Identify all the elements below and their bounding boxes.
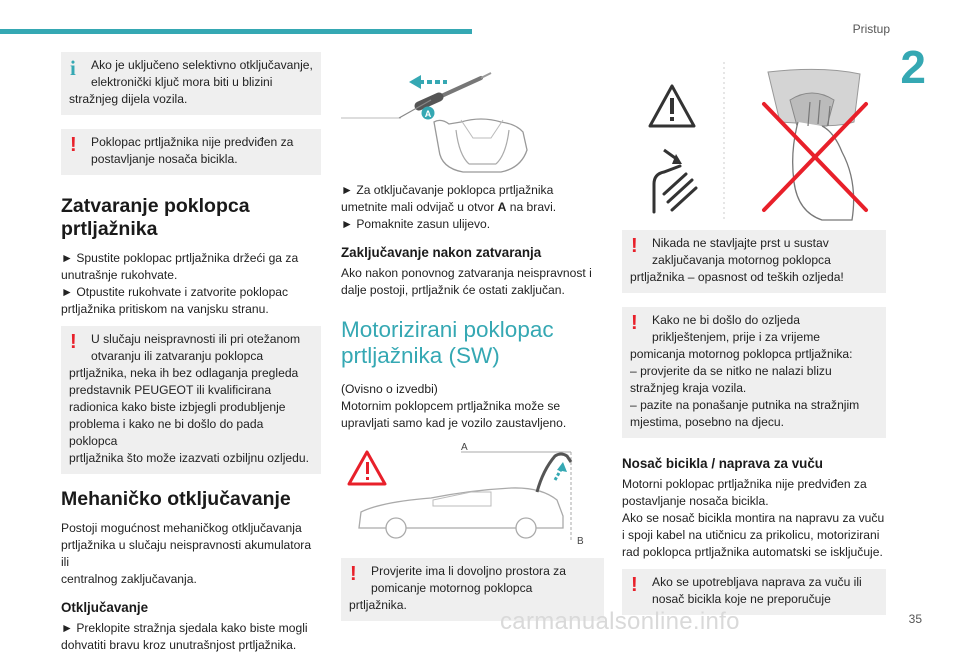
- note-line: Ako se upotrebljava naprava za vuču ili: [652, 575, 862, 589]
- text-line: ► Pomaknite zasun ulijevo.: [341, 217, 491, 231]
- note-line: prtljažnika.: [349, 598, 407, 612]
- warning-note: [61, 326, 321, 474]
- text-line: ► Spustite poklopac prtljažnika držeći ga za: [61, 251, 299, 265]
- column-2: [341, 60, 604, 633]
- lock-release-illustration: [341, 60, 604, 178]
- note-line: Provjerite ima li dovoljno prostora za: [371, 564, 566, 578]
- note-line: prtljažnika što može izazvati ozbiljnu ozljedu.: [69, 451, 309, 465]
- lock-after-close-text: [341, 265, 604, 299]
- text-line: rad poklopca prtljažnika automatski se isključuje.: [622, 545, 883, 559]
- close-instructions: [61, 250, 321, 318]
- note-line: U slučaju neispravnosti ili pri otežanom: [91, 332, 301, 346]
- unlock-steps: [341, 182, 604, 233]
- warning-icon: !: [631, 574, 638, 596]
- text-fragment: na bravi.: [509, 200, 557, 214]
- bike-rack-text: [622, 476, 886, 561]
- heading-lock-after-close: Zaključavanje nakon zatvaranja: [341, 245, 542, 260]
- text-line: centralnog zaključavanja.: [61, 572, 197, 586]
- text-line: unutrašnje rukohvate.: [61, 268, 178, 282]
- header-accent-rule: [0, 29, 472, 34]
- note-line: Nikada ne stavljajte prst u sustav: [652, 236, 829, 250]
- text-line: Ako nakon ponovnog zatvaranja neispravnost i: [341, 266, 592, 280]
- text-line: postavljanje nosača bicikla.: [622, 494, 769, 508]
- heading-mechanical-unlock: Mehaničko otključavanje: [61, 488, 291, 510]
- note-line: postavljanje nosača bicikla.: [91, 152, 238, 166]
- note-line: problema i kako ne bi došlo do pada poklopca: [69, 417, 264, 448]
- text-fragment: umetnite mali odvijač u otvor: [341, 200, 495, 214]
- text-line: prtljažnika u slučaju neispravnosti akumulatora ili: [61, 538, 312, 569]
- dimension-label-b: B: [577, 536, 584, 547]
- warning-note: [61, 129, 321, 175]
- note-line: pomicanje motornog poklopca: [371, 581, 533, 595]
- heading-bike-rack-towbar: Nosač bicikla / naprava za vuču: [622, 456, 823, 471]
- text-line: Motorni poklopac prtljažnika nije predviđen za: [622, 477, 867, 491]
- text-line: (Ovisno o izvedbi): [341, 382, 438, 396]
- clearance-illustration: [341, 440, 604, 548]
- note-line: otvaranju ili zatvaranju poklopca: [91, 349, 264, 363]
- motorised-intro: [341, 381, 604, 432]
- text-line: Motornim poklopcem prtljažnika može se: [341, 399, 561, 413]
- dimension-label-a: A: [461, 442, 468, 453]
- note-line: – provjerite da se nitko ne nalazi blizu: [630, 364, 832, 378]
- info-icon: i: [70, 56, 76, 80]
- info-note: [61, 52, 321, 115]
- warning-icon: !: [350, 563, 357, 585]
- note-line: predstavnik PEUGEOT ili kvalificirana: [69, 383, 272, 397]
- note-line: Ako je uključeno selektivno otključavanje,: [91, 58, 313, 72]
- warning-icon: !: [70, 331, 77, 353]
- column-1: [61, 52, 321, 662]
- note-line: radionica kako biste izbjegli produbljenje: [69, 400, 286, 414]
- text-line: prtljažnika pritiskom na vanjsku stranu.: [61, 302, 269, 316]
- section-title: Pristup: [852, 22, 890, 36]
- warning-note: [622, 230, 886, 293]
- text-line: Postoji mogućnost mehaničkog otključavanja: [61, 521, 302, 535]
- label-a-text: A: [424, 109, 432, 119]
- text-line: i spoji kabel na utičnicu za prikolicu, motorizirani: [622, 528, 880, 542]
- text-line: Ako se nosač bicikla montira na napravu za vuču: [622, 511, 885, 525]
- text-line: upravljati samo kad je vozilo zaustavljeno.: [341, 416, 567, 430]
- note-line: – pazite na ponašanje putnika na stražnjim: [630, 398, 860, 412]
- note-line: pomicanja motornog poklopca prtljažnika:: [630, 347, 853, 361]
- text-line: dohvatiti bravu kroz unutrašnjost prtljažnika.: [61, 638, 297, 652]
- note-line: prtljažnika – opasnost od teških ozljeda!: [630, 270, 844, 284]
- heading-motorised-boot: Motorizirani poklopac prtljažnika (SW): [341, 317, 554, 368]
- screwdriver-lock-diagram: [341, 60, 604, 178]
- note-line: elektronički ključ mora biti u blizini: [91, 75, 273, 89]
- heading-close-boot: Zatvaranje poklopca prtljažnika: [61, 195, 250, 240]
- finger-hazard-illustration: [622, 62, 886, 222]
- warning-note: [622, 307, 886, 438]
- heading-unlocking: Otključavanje: [61, 600, 149, 615]
- note-line: stražnjeg kraja vozila.: [630, 381, 747, 395]
- finger-hazard-diagram: [622, 62, 886, 222]
- note-line: Kako ne bi došlo do ozljeda: [652, 313, 800, 327]
- note-line: mjestima, posebno na djecu.: [630, 415, 784, 429]
- mechanical-unlock-text: [61, 520, 321, 588]
- watermark-text: carmanualsonline.info: [500, 608, 740, 635]
- car-clearance-diagram: [341, 440, 604, 548]
- note-line: prtljažnika, neka ih bez odlaganja pregleda: [69, 366, 299, 380]
- note-line: nosač bicikla koje ne preporučuje: [652, 592, 831, 606]
- page-number: 35: [908, 612, 922, 626]
- warning-icon: !: [631, 235, 638, 257]
- text-line: dalje postoji, prtljažnik će ostati zaključan.: [341, 283, 565, 297]
- unlocking-text: [61, 620, 321, 654]
- column-3: [622, 62, 886, 627]
- note-line: Poklopac prtljažnika nije predviđen za: [91, 135, 294, 149]
- opening-label: A: [497, 200, 507, 214]
- text-line: ► Otpustite rukohvate i zatvorite poklopac: [61, 285, 289, 299]
- text-line: ► Preklopite stražnja sjedala kako biste mogli: [61, 621, 308, 635]
- warning-icon: !: [70, 134, 77, 156]
- note-line: zaključavanja motornog poklopca: [652, 253, 831, 267]
- text-line: ► Za otključavanje poklopca prtljažnika: [341, 183, 554, 197]
- note-line: stražnjeg dijela vozila.: [69, 92, 188, 106]
- text-line: [341, 199, 604, 216]
- chapter-number: 2: [900, 41, 926, 93]
- warning-icon: !: [631, 312, 638, 334]
- note-line: priklještenjem, prije i za vrijeme: [652, 330, 821, 344]
